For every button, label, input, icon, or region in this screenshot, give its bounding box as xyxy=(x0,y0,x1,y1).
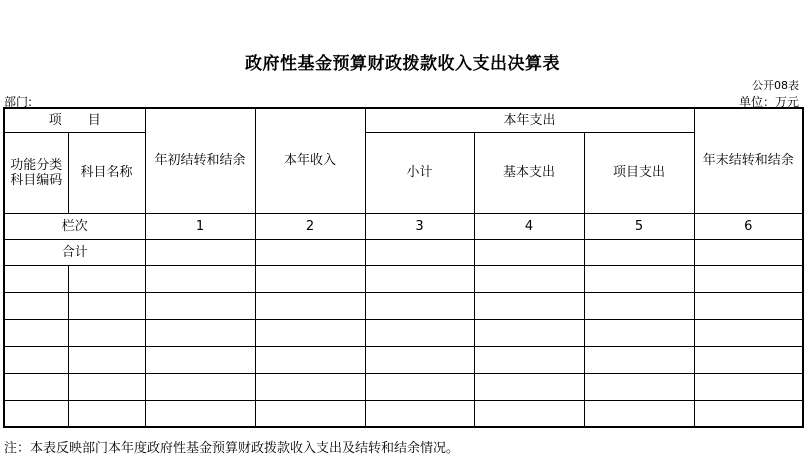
table-cell xyxy=(584,373,694,400)
header-func-code: 功能分类科目编码 xyxy=(4,132,68,213)
table-cell xyxy=(255,346,365,373)
table-cell xyxy=(145,400,255,427)
table-cell xyxy=(255,239,365,265)
column-number: 1 xyxy=(145,213,255,239)
table-cell xyxy=(474,373,584,400)
table-cell xyxy=(145,319,255,346)
header-subject-name: 科目名称 xyxy=(68,132,145,213)
table-cell xyxy=(4,319,68,346)
table-row xyxy=(4,319,803,346)
column-number: 2 xyxy=(255,213,365,239)
table-cell xyxy=(68,319,145,346)
header-opening-balance: 年初结转和结余 xyxy=(145,108,255,213)
table-cell xyxy=(694,346,803,373)
header-item-group: 项 目 xyxy=(4,108,145,132)
table-cell xyxy=(145,373,255,400)
table-cell xyxy=(4,292,68,319)
table-cell xyxy=(584,239,694,265)
table-cell xyxy=(4,346,68,373)
table-cell xyxy=(4,400,68,427)
table-cell xyxy=(694,239,803,265)
table-cell xyxy=(68,400,145,427)
table-cell xyxy=(584,265,694,292)
table-cell xyxy=(584,292,694,319)
table-cell xyxy=(68,346,145,373)
column-number: 5 xyxy=(584,213,694,239)
table-cell xyxy=(145,239,255,265)
table-row xyxy=(4,373,803,400)
table-cell xyxy=(365,400,474,427)
budget-table xyxy=(3,107,804,428)
total-row xyxy=(4,239,803,265)
table-cell xyxy=(365,373,474,400)
header-subtotal: 小计 xyxy=(365,132,474,213)
table-cell xyxy=(365,265,474,292)
table-cell xyxy=(68,265,145,292)
table-cell xyxy=(255,373,365,400)
table-cell xyxy=(694,319,803,346)
table-cell xyxy=(584,400,694,427)
table-cell xyxy=(694,292,803,319)
table-row xyxy=(4,292,803,319)
table-row xyxy=(4,400,803,427)
table-cell xyxy=(694,373,803,400)
column-number: 6 xyxy=(694,213,803,239)
column-number-row xyxy=(4,213,803,239)
table-cell xyxy=(68,373,145,400)
header-current-income: 本年收入 xyxy=(255,108,365,213)
table-cell xyxy=(4,373,68,400)
table-cell xyxy=(584,319,694,346)
table-cell xyxy=(584,346,694,373)
table-cell xyxy=(474,319,584,346)
table-row xyxy=(4,346,803,373)
table-cell xyxy=(474,292,584,319)
header-closing-balance: 年末结转和结余 xyxy=(694,108,803,213)
table-cell xyxy=(255,265,365,292)
table-cell xyxy=(474,239,584,265)
table-cell xyxy=(255,292,365,319)
table-cell xyxy=(255,400,365,427)
table-row xyxy=(4,265,803,292)
header-basic-expense: 基本支出 xyxy=(474,132,584,213)
header-project-expense: 项目支出 xyxy=(584,132,694,213)
table-cell xyxy=(474,265,584,292)
table-cell xyxy=(145,265,255,292)
table-cell xyxy=(474,400,584,427)
table-cell xyxy=(694,265,803,292)
column-number: 3 xyxy=(365,213,474,239)
form-number: 公开08表 xyxy=(752,79,799,92)
table-cell xyxy=(365,346,474,373)
table-cell xyxy=(474,346,584,373)
total-row-label: 合计 xyxy=(4,239,145,265)
department-label: 部门: xyxy=(4,95,33,109)
table-cell xyxy=(365,239,474,265)
column-number: 4 xyxy=(474,213,584,239)
footnote: 注：本表反映部门本年度政府性基金预算财政拨款收入支出及结转和结余情况。 xyxy=(4,441,460,456)
unit-label: 单位：万元 xyxy=(738,95,799,109)
table-cell xyxy=(145,346,255,373)
column-number-label: 栏次 xyxy=(4,213,145,239)
table-cell xyxy=(68,292,145,319)
table-cell xyxy=(255,319,365,346)
table-cell xyxy=(365,319,474,346)
header-current-expense: 本年支出 xyxy=(365,108,694,132)
table-cell xyxy=(694,400,803,427)
table-cell xyxy=(365,292,474,319)
table-cell xyxy=(4,265,68,292)
page-title: 政府性基金预算财政拨款收入支出决算表 xyxy=(245,54,560,74)
table-cell xyxy=(145,292,255,319)
